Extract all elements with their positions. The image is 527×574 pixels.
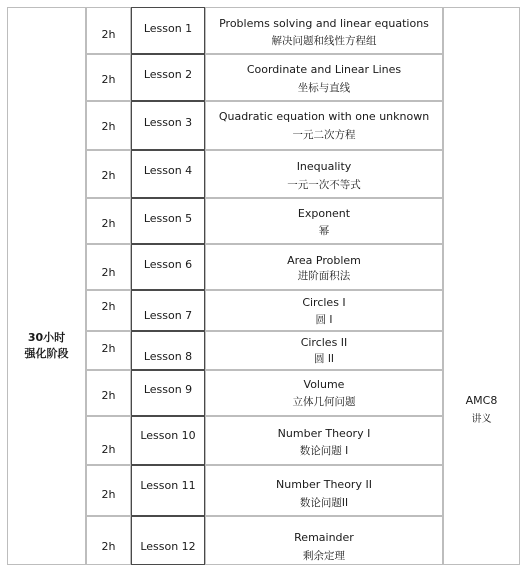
table-row-4-hours	[86, 150, 131, 198]
table-row-8-hours	[86, 331, 131, 370]
lesson-label: Lesson 4	[143, 164, 193, 177]
table-row-1-topic	[205, 7, 443, 54]
hours-text: 2h	[101, 169, 116, 182]
hours-text: 2h	[101, 488, 116, 501]
lesson-label: Lesson 8	[143, 350, 193, 363]
lesson-label: Lesson 10	[140, 429, 196, 442]
material-label-line2: 讲义	[471, 414, 492, 425]
hours-text: 2h	[101, 217, 116, 230]
topic-title-en: Problems solving and linear equations	[219, 17, 429, 30]
table-row-12-topic	[205, 516, 443, 565]
table-row-10-lesson	[131, 416, 205, 465]
table-row-1-hours	[86, 7, 131, 54]
hours-text: 2h	[101, 266, 116, 279]
table-row-1-lesson	[131, 7, 205, 54]
hours-text: 2h	[101, 540, 116, 553]
hours-text: 2h	[101, 300, 116, 313]
hours-text: 2h	[101, 342, 116, 355]
table-row-6-topic	[205, 244, 443, 290]
lesson-label: Lesson 2	[143, 68, 193, 81]
table-row-5-topic	[205, 198, 443, 244]
topic-title-zh: 一元一次不等式	[287, 179, 361, 191]
topic-title-en: Area Problem	[287, 254, 361, 267]
hours-text: 2h	[101, 389, 116, 402]
curriculum-table	[7, 7, 520, 565]
hours-text: 2h	[101, 443, 116, 456]
table-row-2-hours	[86, 54, 131, 101]
table-row-7-topic	[205, 290, 443, 331]
topic-title-en: Circles II	[300, 336, 348, 349]
topic-title-en: Coordinate and Linear Lines	[246, 63, 402, 76]
lesson-label: Lesson 3	[143, 116, 193, 129]
lesson-label: Lesson 11	[140, 479, 196, 492]
table-row-12-hours	[86, 516, 131, 565]
lesson-label: Lesson 12	[140, 540, 196, 553]
lesson-label: Lesson 1	[143, 22, 193, 35]
material-cell	[443, 7, 520, 565]
table-row-9-topic	[205, 370, 443, 416]
table-row-7-lesson	[131, 290, 205, 331]
topic-title-en: Number Theory I	[277, 427, 371, 440]
table-row-8-lesson	[131, 331, 205, 370]
topic-title-en: Quadratic equation with one unknown	[218, 110, 430, 123]
lesson-label: Lesson 5	[143, 212, 193, 225]
stage-label-line1: 30小时	[27, 331, 66, 344]
topic-title-zh: 圆 II	[313, 353, 335, 365]
topic-title-zh: 数论问题 I	[299, 445, 349, 457]
hours-text: 2h	[101, 28, 116, 41]
table-row-7-hours	[86, 290, 131, 331]
lesson-label: Lesson 9	[143, 383, 193, 396]
table-row-6-lesson	[131, 244, 205, 290]
topic-title-zh: 圆 I	[315, 314, 333, 326]
table-row-2-lesson	[131, 54, 205, 101]
table-row-11-lesson	[131, 465, 205, 516]
lesson-label: Lesson 7	[143, 309, 193, 322]
topic-title-en: Inequality	[296, 160, 352, 173]
topic-title-zh: 进阶面积法	[297, 270, 351, 282]
lesson-label: Lesson 6	[143, 258, 193, 271]
topic-title-en: Number Theory II	[276, 478, 372, 491]
stage-cell	[7, 7, 86, 565]
table-row-4-lesson	[131, 150, 205, 198]
table-row-3-lesson	[131, 101, 205, 150]
topic-title-en: Circles I	[302, 296, 346, 309]
table-row-4-topic	[205, 150, 443, 198]
material-label-line1: AMC8	[465, 394, 498, 407]
table-row-10-topic	[205, 416, 443, 465]
topic-title-zh: 立体几何问题	[292, 396, 356, 408]
topic-title-en: Exponent	[297, 207, 351, 220]
topic-title-en: Volume	[303, 378, 345, 391]
topic-title-en: Remainder	[294, 531, 354, 544]
hours-text: 2h	[101, 73, 116, 86]
stage-label-line2: 强化阶段	[24, 347, 69, 360]
table-row-12-lesson	[131, 516, 205, 565]
topic-title-zh: 幂	[318, 225, 330, 237]
table-row-9-lesson	[131, 370, 205, 416]
table-row-11-topic	[205, 465, 443, 516]
table-row-6-hours	[86, 244, 131, 290]
hours-text: 2h	[101, 120, 116, 133]
table-row-3-topic	[205, 101, 443, 150]
topic-title-zh: 数论问题II	[299, 497, 349, 509]
table-row-3-hours	[86, 101, 131, 150]
table-row-11-hours	[86, 465, 131, 516]
table-row-8-topic	[205, 331, 443, 370]
table-row-5-hours	[86, 198, 131, 244]
table-row-10-hours	[86, 416, 131, 465]
table-row-9-hours	[86, 370, 131, 416]
topic-title-zh: 解决问题和线性方程组	[271, 35, 377, 47]
topic-title-zh: 一元二次方程	[292, 129, 356, 141]
table-row-5-lesson	[131, 198, 205, 244]
table-row-2-topic	[205, 54, 443, 101]
topic-title-zh: 剩余定理	[303, 550, 345, 562]
topic-title-zh: 坐标与直线	[297, 82, 351, 94]
